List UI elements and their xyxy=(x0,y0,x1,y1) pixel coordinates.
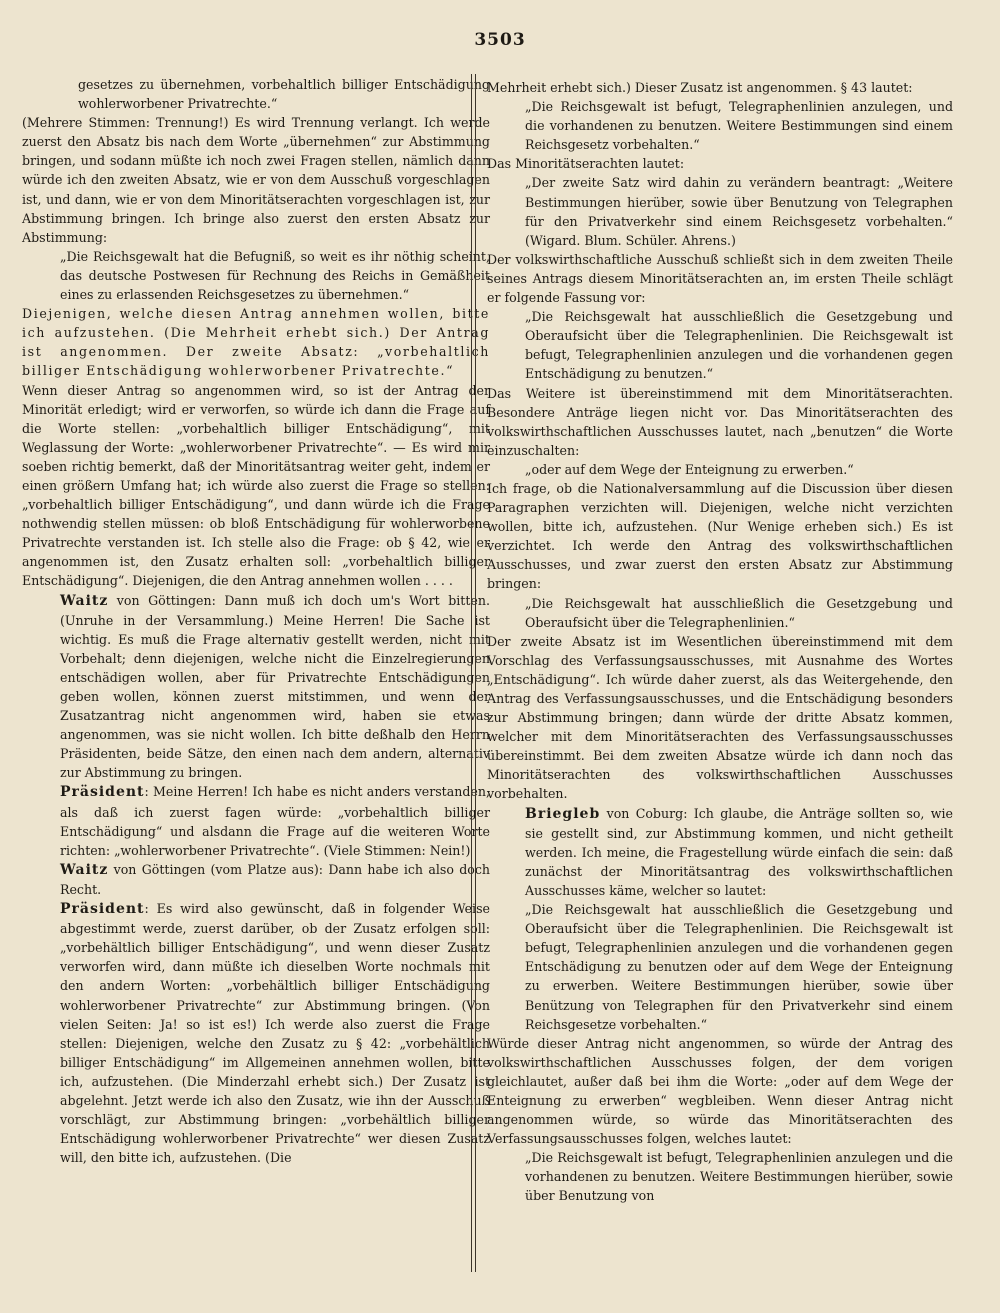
speaker-paragraph xyxy=(22,899,490,1167)
paragraph-text: Das Weitere ist übereinstimmend mit dem Minoritätserachten. Besondere Anträge liegen nicht vor. Das Minoritätserachten des volkswirthschaftlichen Ausschusses lautet, nach „benutzen“ die Worte einzuschalten: xyxy=(487,385,953,458)
speaker-name: Waitz xyxy=(60,592,109,609)
column-divider xyxy=(471,74,476,1272)
paragraph xyxy=(22,304,490,380)
paragraph-text: von Göttingen: Dann muß ich doch um's Wort bitten. (Unruhe in der Versammlung.) Meine Herren! Die Sache ist wichtig. Es muß die Frage alternativ gestellt werden, nicht mit Vorbehalt; denn diejenigen, welche nicht die Einzelregierungen entschädigen wollen, aber für Privatrechte Entschädigungen geben wollen, können zuerst mitstimmen, und wenn der Zusatzantrag nicht angenommen wird, haben sie etwas angenommen, was sie nicht wollen. Ich bitte deßhalb den Herrn Präsidenten, beide Sätze, den einen nach dem andern, alternativ zur Abstimmung zu bringen. xyxy=(60,592,490,781)
paragraph-text: „oder auf dem Wege der Enteignung zu erwerben.“ xyxy=(525,461,854,477)
paragraph xyxy=(487,460,953,479)
paragraph-text: (Mehrere Stimmen: Trennung!) Es wird Trennung verlangt. Ich werde zuerst den Absatz bis nach dem Worte „übernehmen“ zur Abstimmung bringen, und sodann müßte ich noch zwei Fragen stellen, nämlich dann würde ich den zweiten Absatz, wie er von dem Ausschuß vorgeschlagen ist, und dann, wie er von dem Minoritätserachten vorgeschlagen ist, zur Abstimmung bringen. Ich bringe also zuerst den ersten Absatz zur Abstimmung: xyxy=(22,115,490,245)
paragraph-text: „Der zweite Satz wird dahin zu verändern beantragt: „Weitere Bestimmungen hierüber, sowie über Benutzung von Telegraphen für den Privatverkehr sind einem Reichsgesetz vorbehalten.“ (Wigard. Blum. Schüler. Ahrens.) xyxy=(525,175,953,248)
paragraph xyxy=(487,632,953,804)
paragraph-text: „Die Reichsgewalt hat ausschließlich die Gesetzgebung und Oberaufsicht über die Telegraphenlinien.“ xyxy=(525,595,953,630)
paragraph-text: gesetzes zu übernehmen, vorbehaltlich billiger Entschädigung wohlerworbener Privatrechte.“ xyxy=(78,77,490,112)
paragraph xyxy=(487,1148,953,1205)
paragraph xyxy=(487,479,953,594)
speaker-name: Präsident xyxy=(60,901,145,918)
paragraph xyxy=(22,75,490,113)
paragraph xyxy=(487,250,953,307)
paragraph-text: „Die Reichsgewalt ist befugt, Telegraphenlinien anzulegen, und die vorhandenen zu benutzen. Weitere Bestimmungen sind einem Reichsgesetz vorbehalten.“ xyxy=(525,99,953,153)
paragraph-text: Ich frage, ob die Nationalversammlung auf die Discussion über diesen Paragraphen verzichten will. Diejenigen, welche nicht verzichten wollen, bitte ich, aufzustehen. (Nur Wenige erheben sich.) Es ist verzichtet. Ich werde den Antrag des volkswirthschaftlichen Ausschusses, und zwar zuerst den ersten Absatz zur Abstimmung bringen: xyxy=(487,480,953,592)
speaker-paragraph xyxy=(22,591,490,783)
speaker-name: Waitz xyxy=(60,861,109,878)
paragraph-text: „Die Reichsgewalt hat ausschließlich die Gesetzgebung und Oberaufsicht über die Telegraphenlinien. Die Reichsgewalt ist befugt, Telegraphenlinien anzulegen und die vorhandenen gegen Entschädigung zu benutzen oder auf dem Wege der Enteignung zu erwerben. Weitere Bestimmungen hierüber, sowie über Benützung von Telegraphen für den Privatverkehr sind einem Reichsgesetze vorbehalten.“ xyxy=(525,902,953,1032)
paragraph xyxy=(487,173,953,249)
paragraph-text: „Die Reichsgewalt hat die Befugniß, so weit es ihr nöthig scheint, das deutsche Postwesen für Rechnung des Reichs in Gemäßheit eines zu erlassenden Reichsgesetzes zu übernehmen.“ xyxy=(60,248,490,303)
left-column xyxy=(22,75,490,1167)
paragraph-text: : Es wird also gewünscht, daß in folgender Weise abgestimmt werde, zuerst darüber, ob der Zusatz erfolgen soll: „vorbehältlich billiger Entschädigung“, und wenn dieser Zusatz verworfen wird, dann müßte ich dieselben Worte nochmals mit den andern Worten: „vorbehältlich billiger Entschädigung wohlerworbener Privatrechte“ zur Abstimmung bringen. (Von vielen Seiten: Ja! so ist es!) Ich werde also zuerst die Frage stellen: Diejenigen, welche den Zusatz zu § 42: „vorbehältlich billiger Entschädigung“ im Allgemeinen annehmen wollen, bitte ich, aufzustehen. (Die Minderzahl erhebt sich.) Der Zusatz ist abgelehnt. Jetzt werde ich also den Zusatz, wie ihn der Ausschuß vorschlägt, zur Abstimmung bringen: „vorbehältlich billiger Entschädigung wohlerworbener Privatrechte“ wer diesen Zusatz will, den bitte ich, aufzustehen. (Die xyxy=(60,901,490,1166)
paragraph xyxy=(487,1034,953,1149)
paragraph-text: „Die Reichsgewalt ist befugt, Telegraphenlinien anzulegen und die vorhandenen zu benutzen. Weitere Bestimmungen hierüber, sowie über Benutzung von xyxy=(525,1150,953,1204)
speaker-name: Briegleb xyxy=(525,805,601,822)
paragraph-text: Der zweite Absatz ist im Wesentlichen übereinstimmend mit dem Vorschlag des Verfassungsausschusses, mit Ausnahme des Wortes „Entschädigung“. Ich würde daher zuerst, als das Weitergehende, den Antrag des Verfassungsausschusses, und die Entschädigung besonders zur Abstimmung bringen; dann würde der dritte Absatz kommen, welcher mit dem Minoritätserachten des Verfassungsausschusses übereinstimmt. Bei dem zweiten Absatze würde ich dann noch das Minoritätserachten des volkswirthschaftlichen Ausschusses vorbehalten. xyxy=(487,633,953,802)
speaker-paragraph xyxy=(22,782,490,859)
page-number: 3503 xyxy=(474,30,526,50)
paragraph-text: Das Minoritätserachten lautet: xyxy=(487,156,685,172)
speaker-paragraph xyxy=(22,860,490,899)
speaker-paragraph xyxy=(487,804,953,900)
paragraph-text: Der volkswirthschaftliche Ausschuß schließt sich in dem zweiten Theile seines Antrags diesem Minoritätserachten an, im ersten Theile schlägt er folgende Fassung vor: xyxy=(487,251,953,306)
paragraph-text: von Coburg: Ich glaube, die Anträge sollten so, wie sie gestellt sind, zur Abstimmung kommen, und nicht getheilt werden. Ich meine, die Fragestellung würde einfach die sein: daß zunächst der Minoritätsantrag des volkswirthschaftlichen Ausschusses käme, welcher so lautet: xyxy=(525,805,953,898)
paragraph xyxy=(487,900,953,1034)
paragraph-text: Mehrheit erhebt sich.) Dieser Zusatz ist angenommen. § 43 lautet: xyxy=(487,80,913,95)
paragraph xyxy=(487,78,953,97)
paragraph-text: Diejenigen, welche diesen Antrag annehmen wollen, bitte ich aufzustehen. (Die Mehrheit erhebt sich.) Der Antrag ist angenommen. Der zweite Absatz: „vorbehaltlich billiger Entschädigung wohlerworbener Privatrechte.“ xyxy=(22,306,490,379)
paragraph-text: : Meine Herren! Ich habe es nicht anders verstanden, als daß ich zuerst fagen würde: „vorbehaltlich billiger Entschädigung“ und alsdann die Frage auf die weiteren Worte richten: „wohlerworbener Privatrechte“. (Viele Stimmen: Nein!) xyxy=(60,784,490,858)
paragraph xyxy=(487,154,953,173)
paragraph-text: „Die Reichsgewalt hat ausschließlich die Gesetzgebung und Oberaufsicht über die Telegraphenlinien. Die Reichsgewalt ist befugt, Telegraphenlinien anzulegen und die vorhandenen gegen Entschädigung zu benutzen.“ xyxy=(525,309,953,382)
right-column xyxy=(487,78,953,1206)
paragraph xyxy=(487,594,953,632)
paragraph xyxy=(487,97,953,154)
paragraph xyxy=(22,247,490,304)
paragraph-text: Würde dieser Antrag nicht angenommen, so würde der Antrag des volkswirthschaftlichen Ausschusses folgen, der dem vorigen gleichlautet, außer daß bei ihm die Worte: „oder auf dem Wege der Enteignung zu erwerben“ wegbleiben. Wenn dieser Antrag nicht angenommen würde, so würde das Minoritätserachten des Verfassungsausschusses folgen, welches lautet: xyxy=(487,1035,953,1147)
paragraph-text: von Göttingen (vom Platze aus): Dann habe ich also doch Recht. xyxy=(60,861,490,897)
paragraph xyxy=(22,381,490,591)
paragraph xyxy=(22,113,490,247)
speaker-name: Präsident xyxy=(60,784,145,801)
paragraph xyxy=(487,384,953,460)
paragraph xyxy=(487,307,953,383)
paragraph-text: Wenn dieser Antrag so angenommen wird, so ist der Antrag der Minorität erledigt; wird er verworfen, so würde ich dann die Frage auf die Worte stellen: „vorbehaltlich billiger Entschädigung“, mit Weglassung der Worte: „wohlerworbener Privatrechte“. — Es wird mir soeben richtig bemerkt, daß der Minoritätsantrag weiter geht, indem er einen größern Umfang hat; ich würde also zuerst die Frage so stellen: „vorbehaltlich billiger Entschädigung“, und dann würde ich die Frage nothwendig stellen müssen: ob bloß Entschädigung für wohlerworbene Privatrechte verstanden ist. Ich stelle also die Frage: ob § 42, wie er angenommen ist, den Zusatz erhalten soll: „vorbehaltlich billiger Entschädigung“. Diejenigen, die den Antrag annehmen wollen . . . . xyxy=(22,382,490,589)
